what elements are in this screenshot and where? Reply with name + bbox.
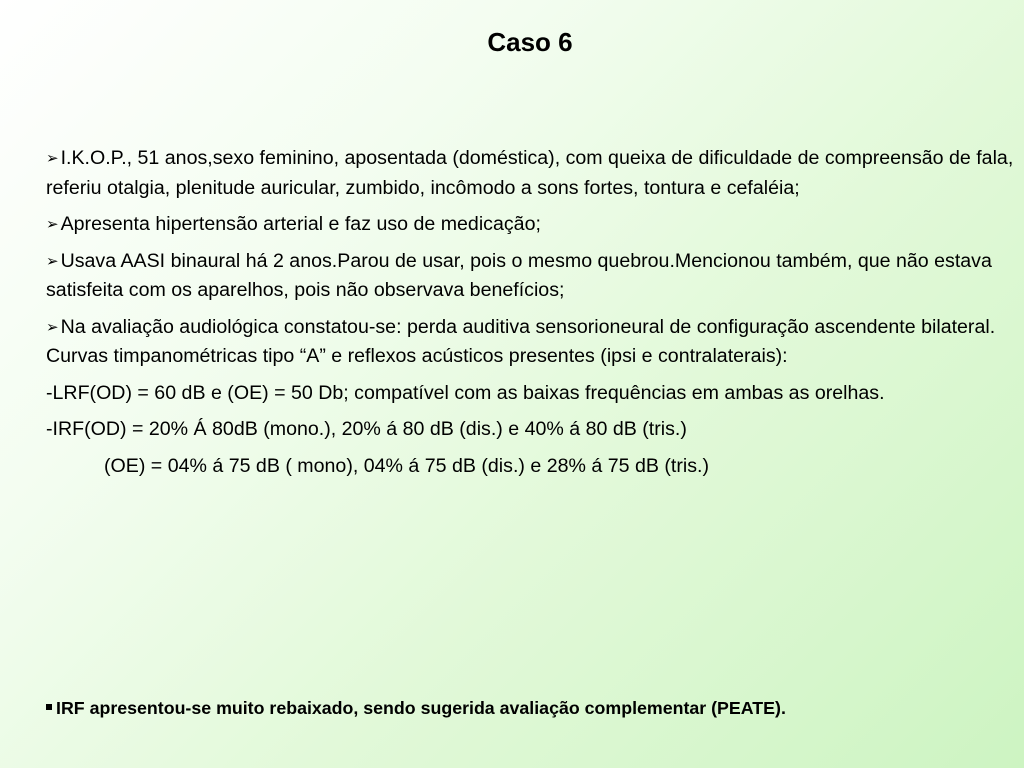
bullet-item xyxy=(46,210,1018,240)
square-bullet-icon xyxy=(46,704,52,710)
bullet-text: Na avaliação audiológica constatou-se: perda auditiva sensorioneural de configuração ascendente bilateral. Curvas timpanométricas tipo “A” e reflexos acústicos presentes (ipsi e contralaterais): xyxy=(46,315,996,367)
bullet-text: Apresenta hipertensão arterial e faz uso de medicação; xyxy=(60,213,541,235)
lrf-line: -LRF(OD) = 60 dB e (OE) = 50 Db; compatível com as baixas frequências em ambas as orelhas. xyxy=(46,381,885,404)
bullet-text: Usava AASI binaural há 2 anos.Parou de usar, pois o mesmo quebrou.Mencionou também, que não estava satisfeita com os aparelhos, pois não observava benefícios; xyxy=(46,249,992,301)
bullet-text: I.K.O.P., 51 anos,sexo feminino, aposentada (doméstica), com queixa de dificuldade de compreensão de fala, referiu otalgia, plenitude auricular, zumbido, incômodo a sons fortes, tontura e cefaléia; xyxy=(46,147,1014,199)
bullet-item xyxy=(46,313,1018,372)
slide-title: Caso 6 xyxy=(487,27,573,57)
slide-body xyxy=(46,144,1018,488)
bullet-item xyxy=(46,247,1018,306)
irf-oe-line: (OE) = 04% á 75 dB ( mono), 04% á 75 dB (dis.) e 28% á 75 dB (tris.) xyxy=(104,454,709,477)
conclusion-item xyxy=(46,696,1018,720)
arrow-bullet-icon: ➢ xyxy=(46,252,59,270)
irf-od-line: -IRF(OD) = 20% Á 80dB (mono.), 20% á 80 dB (dis.) e 40% á 80 dB (tris.) xyxy=(46,418,687,440)
arrow-bullet-icon: ➢ xyxy=(46,150,59,167)
conclusion-text: IRF apresentou-se muito rebaixado, sendo sugerida avaliação complementar (PEATE). xyxy=(56,698,786,718)
bullet-item xyxy=(46,144,1018,203)
arrow-bullet-icon: ➢ xyxy=(46,216,59,233)
arrow-bullet-icon: ➢ xyxy=(46,318,59,336)
